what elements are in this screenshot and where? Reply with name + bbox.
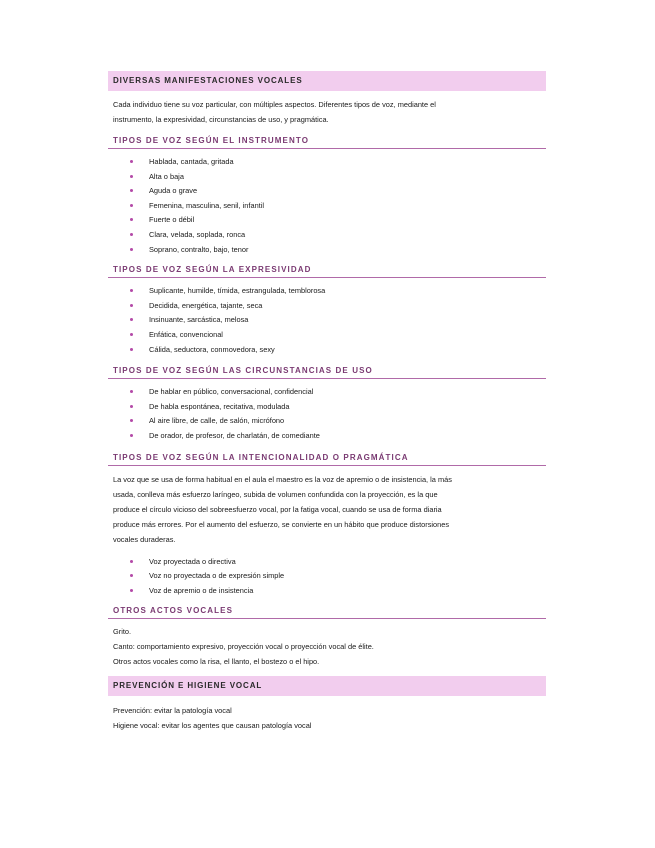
bullet-icon (130, 175, 133, 178)
list-item: Femenina, masculina, senil, infantil (130, 199, 546, 214)
list-item: Enfática, convencional (130, 328, 546, 343)
bullet-icon (130, 574, 133, 577)
subtitle-circunstancias: TIPOS DE VOZ SEGÚN LAS CIRCUNSTANCIAS DE USO (108, 364, 546, 379)
bullet-icon (130, 390, 133, 393)
bullet-icon (130, 434, 133, 437)
bullet-icon (130, 318, 133, 321)
otros-line-2: Canto: comportamiento expresivo, proyección vocal o proyección vocal de élite. (113, 642, 374, 652)
bullet-icon (130, 233, 133, 236)
list-item: Cálida, seductora, conmovedora, sexy (130, 343, 546, 358)
subtitle-instrumento: TIPOS DE VOZ SEGÚN EL INSTRUMENTO (108, 134, 546, 149)
list-item: Insinuante, sarcástica, melosa (130, 313, 546, 328)
otros-body (108, 624, 546, 669)
bullet-icon (130, 160, 133, 163)
list-item: Voz no proyectada o de expresión simple (130, 569, 546, 584)
subtitle-otros: OTROS ACTOS VOCALES (108, 604, 546, 619)
list-item: Aguda o grave (130, 184, 546, 199)
list-item: De habla espontánea, recitativa, modulada (130, 400, 546, 415)
bullet-icon (130, 405, 133, 408)
bullet-icon (130, 218, 133, 221)
bullet-icon (130, 204, 133, 207)
pragmatica-line-1: La voz que se usa de forma habitual en el aula el maestro es la voz de apremio o de insistencia, la más (113, 474, 452, 484)
list-instrumento (108, 155, 546, 257)
bullet-icon (130, 304, 133, 307)
section-title-diversas: DIVERSAS MANIFESTACIONES VOCALES (108, 71, 546, 91)
list-item: Voz de apremio o de insistencia (130, 584, 546, 599)
bullet-icon (130, 189, 133, 192)
document-page (108, 71, 546, 733)
list-item: Soprano, contralto, bajo, tenor (130, 243, 546, 258)
list-expresividad (108, 284, 546, 357)
bullet-icon (130, 289, 133, 292)
bullet-icon (130, 333, 133, 336)
section-title-prevencion: PREVENCIÓN E HIGIENE VOCAL (108, 676, 546, 696)
list-item: De orador, de profesor, de charlatán, de comediante (130, 429, 546, 444)
pragmatica-line-5: vocales duraderas. (113, 534, 176, 544)
bullet-icon (130, 560, 133, 563)
bullet-icon (130, 348, 133, 351)
intro-line-2: instrumento, la expresividad, circunstancias de uso, y pragmática. (113, 115, 329, 124)
bullet-icon (130, 248, 133, 251)
list-item: Fuerte o débil (130, 213, 546, 228)
subtitle-expresividad: TIPOS DE VOZ SEGÚN LA EXPRESIVIDAD (108, 263, 546, 278)
otros-line-1: Grito. (113, 627, 132, 637)
list-item: Voz proyectada o directiva (130, 555, 546, 570)
subtitle-pragmatica: TIPOS DE VOZ SEGÚN LA INTENCIONALIDAD O PRAGMÁTICA (108, 451, 546, 466)
list-item: Hablada, cantada, gritada (130, 155, 546, 170)
prevencion-line-2: Higiene vocal: evitar los agentes que causan patología vocal (113, 721, 312, 731)
otros-line-3: Otros actos vocales como la risa, el llanto, el bostezo o el hipo. (113, 657, 320, 667)
list-circunstancias (108, 385, 546, 443)
list-item: Clara, velada, soplada, ronca (130, 228, 546, 243)
prevencion-line-1: Prevención: evitar la patología vocal (113, 706, 232, 716)
bullet-icon (130, 419, 133, 422)
list-item: Alta o baja (130, 170, 546, 185)
list-item: Al aire libre, de calle, de salón, micrófono (130, 414, 546, 429)
list-pragmatica (108, 555, 546, 599)
intro-line-1: Cada individuo tiene su voz particular, con múltiples aspectos. Diferentes tipos de voz, mediante el (113, 100, 436, 109)
list-item: Suplicante, humilde, tímida, estrangulada, temblorosa (130, 284, 546, 299)
pragmatica-line-3: produce el círculo vicioso del sobreesfuerzo vocal, por la fatiga vocal, cuando se usa de forma diaria (113, 504, 442, 514)
list-item: De hablar en público, conversacional, confidencial (130, 385, 546, 400)
pragmatica-line-4: produce más errores. Por el aumento del esfuerzo, se convierte en un hábito que produce distorsiones (113, 519, 450, 529)
pragmatica-line-2: usada, conlleva más esfuerzo laríngeo, subida de volumen confundida con la proyección, es la que (113, 489, 438, 499)
bullet-icon (130, 589, 133, 592)
list-item: Decidida, energética, tajante, seca (130, 299, 546, 314)
